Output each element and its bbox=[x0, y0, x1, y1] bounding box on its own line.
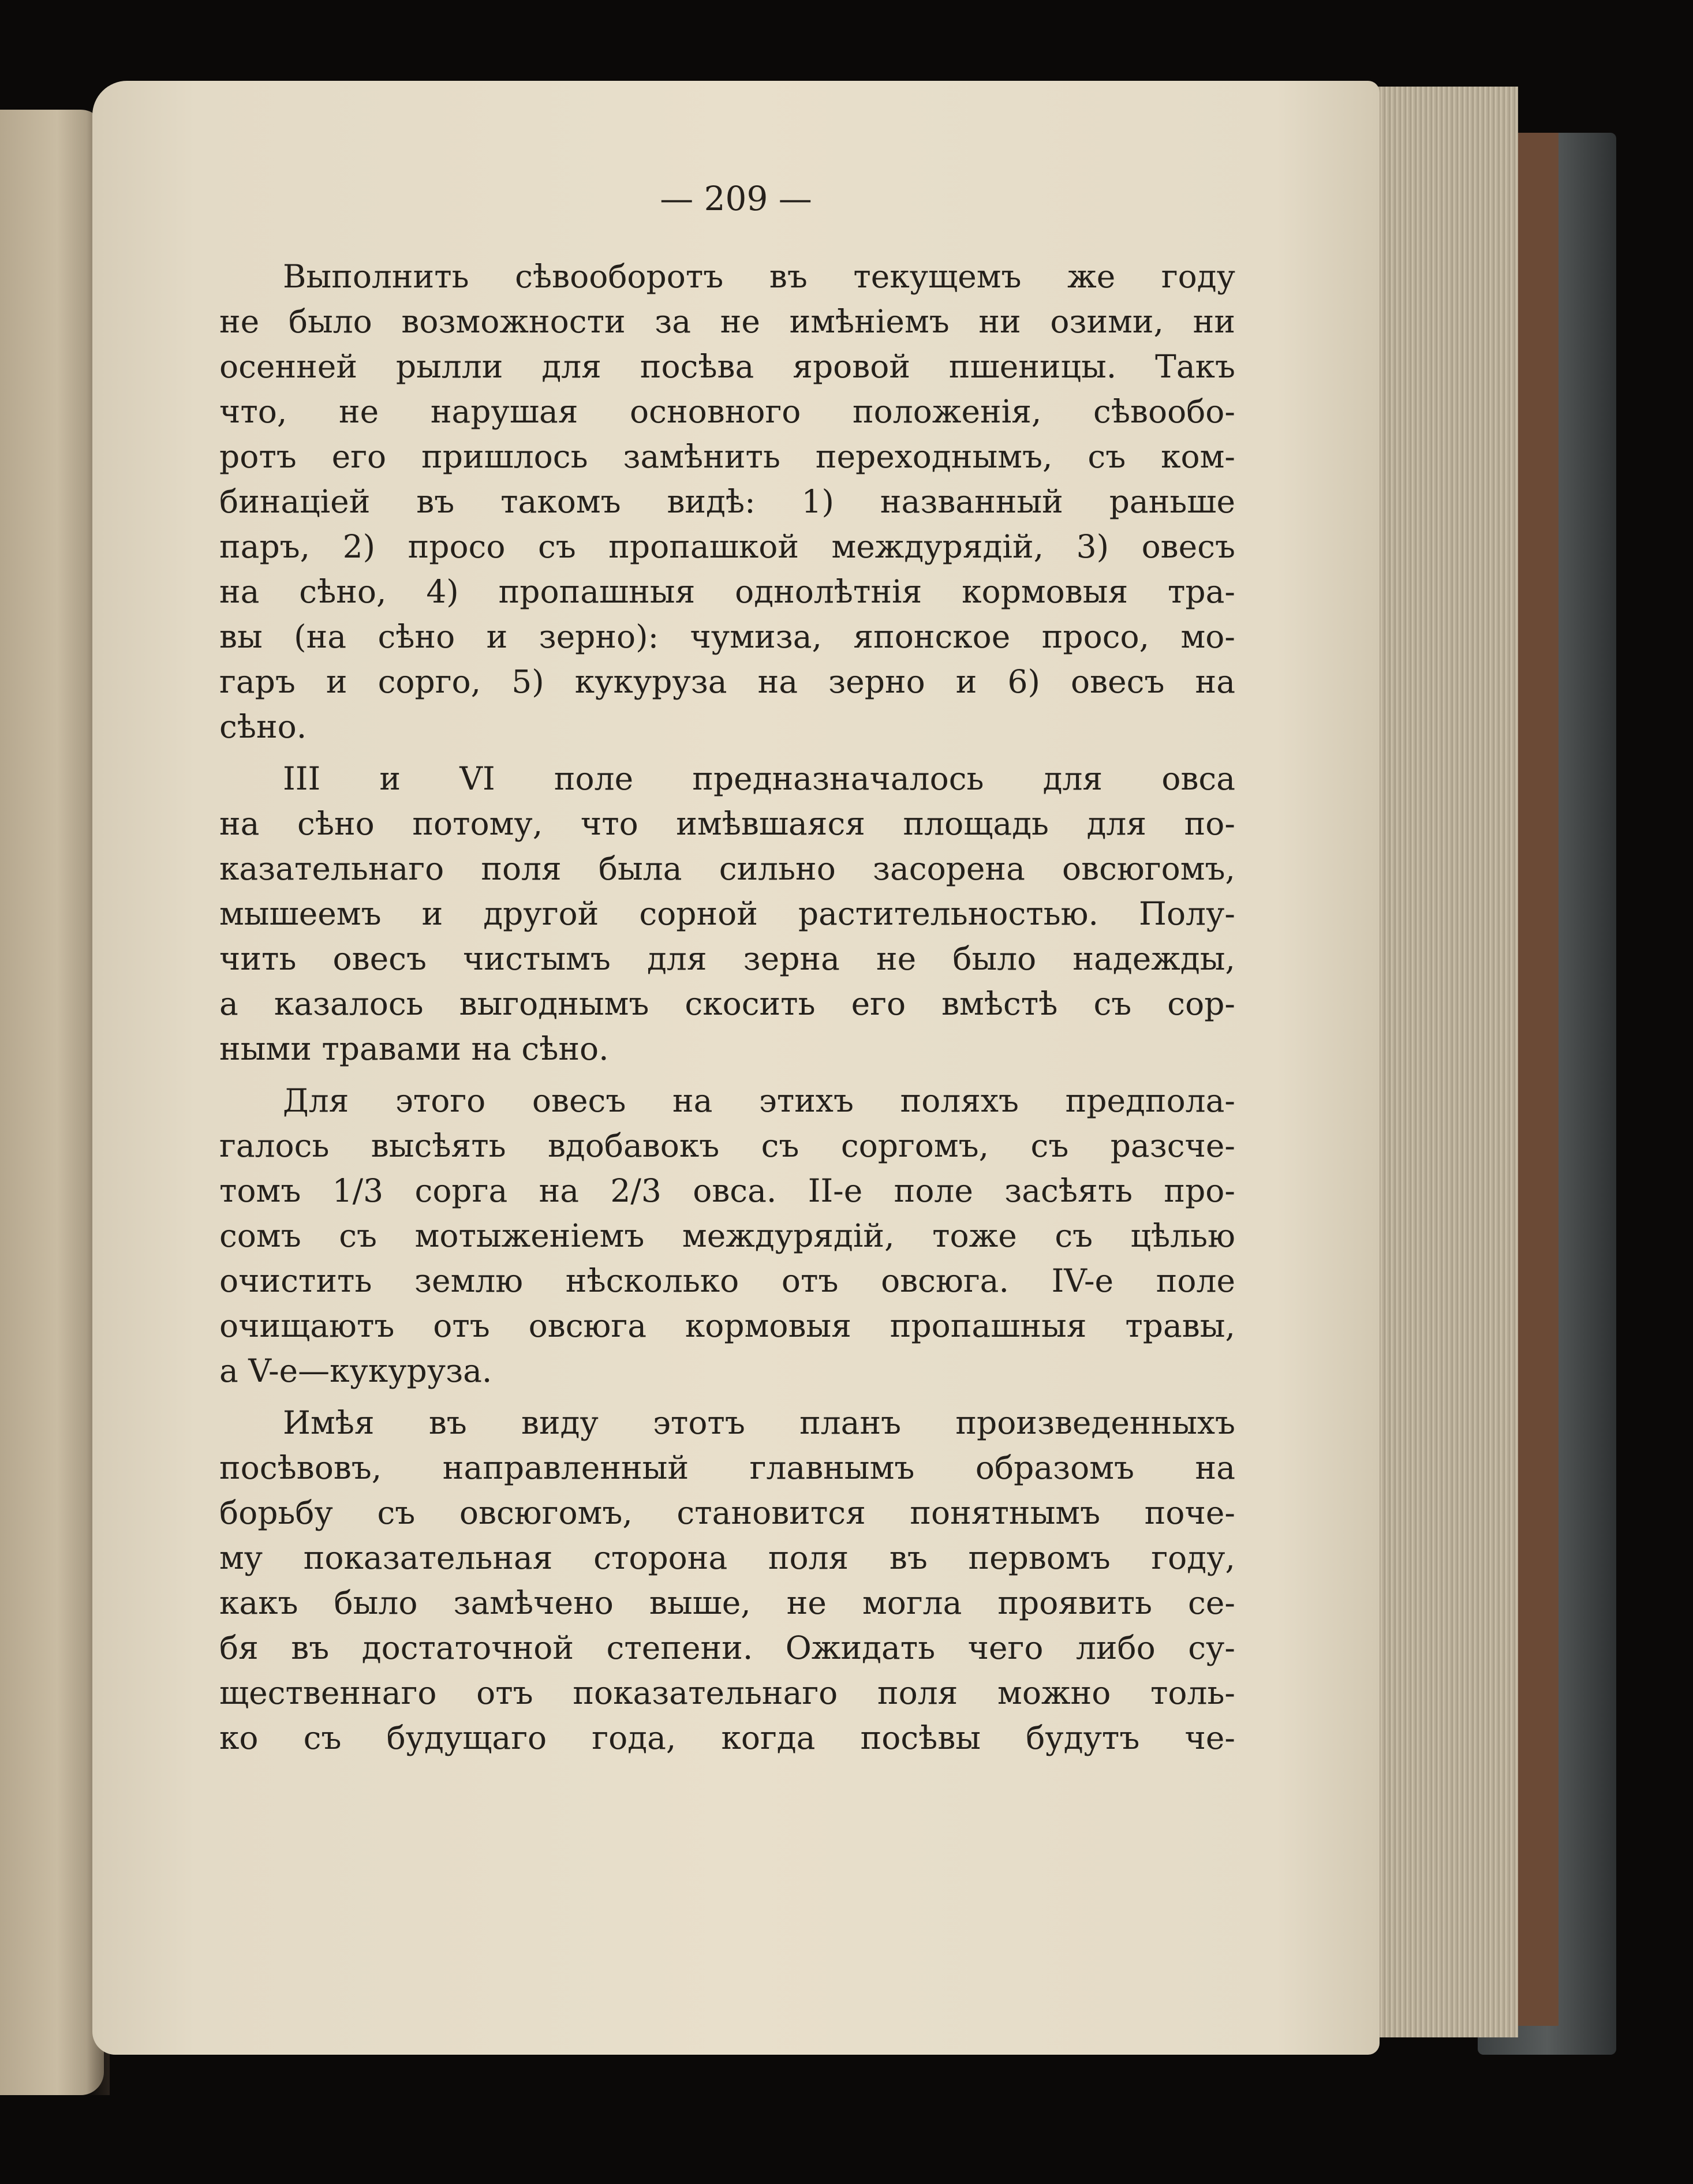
paragraph bbox=[219, 254, 1235, 749]
text-line: чить овесъ чистымъ для зерна не было надежды, bbox=[219, 940, 1235, 977]
text-line: очистить землю нѣсколько отъ овсюга. IV-е поле bbox=[219, 1262, 1235, 1299]
text-line: вы (на сѣно и зерно): чумиза, японское просо, мо- bbox=[219, 618, 1235, 655]
text-line: не было возможности за не имѣніемъ ни озими, ни bbox=[219, 303, 1235, 340]
page-number: — 209 — bbox=[660, 179, 812, 218]
text-line: Для этого овесъ на этихъ поляхъ предпола- bbox=[283, 1082, 1235, 1119]
paragraph bbox=[219, 1400, 1235, 1760]
text-line: III и VI поле предназначалось для овса bbox=[283, 760, 1235, 797]
text-line: томъ 1/3 сорга на 2/3 овса. II-е поле засѣять про- bbox=[219, 1172, 1235, 1209]
text-line: сомъ съ мотыженіемъ междурядій, тоже съ цѣлью bbox=[219, 1217, 1235, 1254]
paragraph bbox=[219, 756, 1235, 1071]
text-line: паръ, 2) просо съ пропашкой междурядій, 3) овесъ bbox=[219, 528, 1235, 565]
text-line: сѣно. bbox=[219, 708, 307, 745]
text-line: бинаціей въ такомъ видѣ: 1) названный раньше bbox=[219, 483, 1235, 520]
text-line: а V-е—кукуруза. bbox=[219, 1352, 492, 1389]
cover-board bbox=[1512, 133, 1559, 2026]
text-line: на сѣно, 4) пропашныя однолѣтнія кормовыя тра- bbox=[219, 573, 1235, 610]
text-line: Имѣя въ виду этотъ планъ произведенныхъ bbox=[283, 1404, 1235, 1441]
text-line: гаръ и сорго, 5) кукуруза на зерно и 6) овесъ на bbox=[219, 663, 1235, 700]
text-line: на сѣно потому, что имѣвшаяся площадь для по- bbox=[219, 805, 1235, 842]
text-line: посѣвовъ, направленный главнымъ образомъ на bbox=[219, 1449, 1235, 1486]
text-line: ротъ его пришлось замѣнить переходнымъ, съ ком- bbox=[219, 438, 1235, 475]
text-line: мышеемъ и другой сорной растительностью. Полу- bbox=[219, 895, 1235, 932]
text-line: очищаютъ отъ овсюга кормовыя пропашныя травы, bbox=[219, 1307, 1235, 1344]
body-text bbox=[219, 254, 1235, 1767]
text-line: ко съ будущаго года, когда посѣвы будутъ че- bbox=[219, 1719, 1235, 1756]
text-line: бя въ достаточной степени. Ожидать чего либо су- bbox=[219, 1629, 1235, 1666]
text-line: Выполнить сѣвооборотъ въ текущемъ же году bbox=[283, 258, 1235, 295]
text-line: борьбу съ овсюгомъ, становится понятнымъ поче- bbox=[219, 1494, 1235, 1531]
book-page bbox=[92, 81, 1380, 2055]
text-line: му показательная сторона поля въ первомъ году, bbox=[219, 1539, 1235, 1576]
text-line: что, не нарушая основного положенія, сѣвообо- bbox=[219, 393, 1235, 430]
text-line: ными травами на сѣно. bbox=[219, 1030, 609, 1067]
text-line: казательнаго поля была сильно засорена овсюгомъ, bbox=[219, 850, 1235, 887]
page-stack-edge bbox=[1362, 87, 1518, 2037]
text-line: какъ было замѣчено выше, не могла проявить се- bbox=[219, 1584, 1235, 1621]
text-line: щественнаго отъ показательнаго поля можно толь- bbox=[219, 1674, 1235, 1711]
text-line: осенней рылли для посѣва яровой пшеницы. Такъ bbox=[219, 348, 1235, 385]
text-line: а казалось выгоднымъ скосить его вмѣстѣ съ сор- bbox=[219, 985, 1235, 1022]
paragraph bbox=[219, 1078, 1235, 1393]
text-line: галось высѣять вдобавокъ съ соргомъ, съ разсче- bbox=[219, 1127, 1235, 1164]
